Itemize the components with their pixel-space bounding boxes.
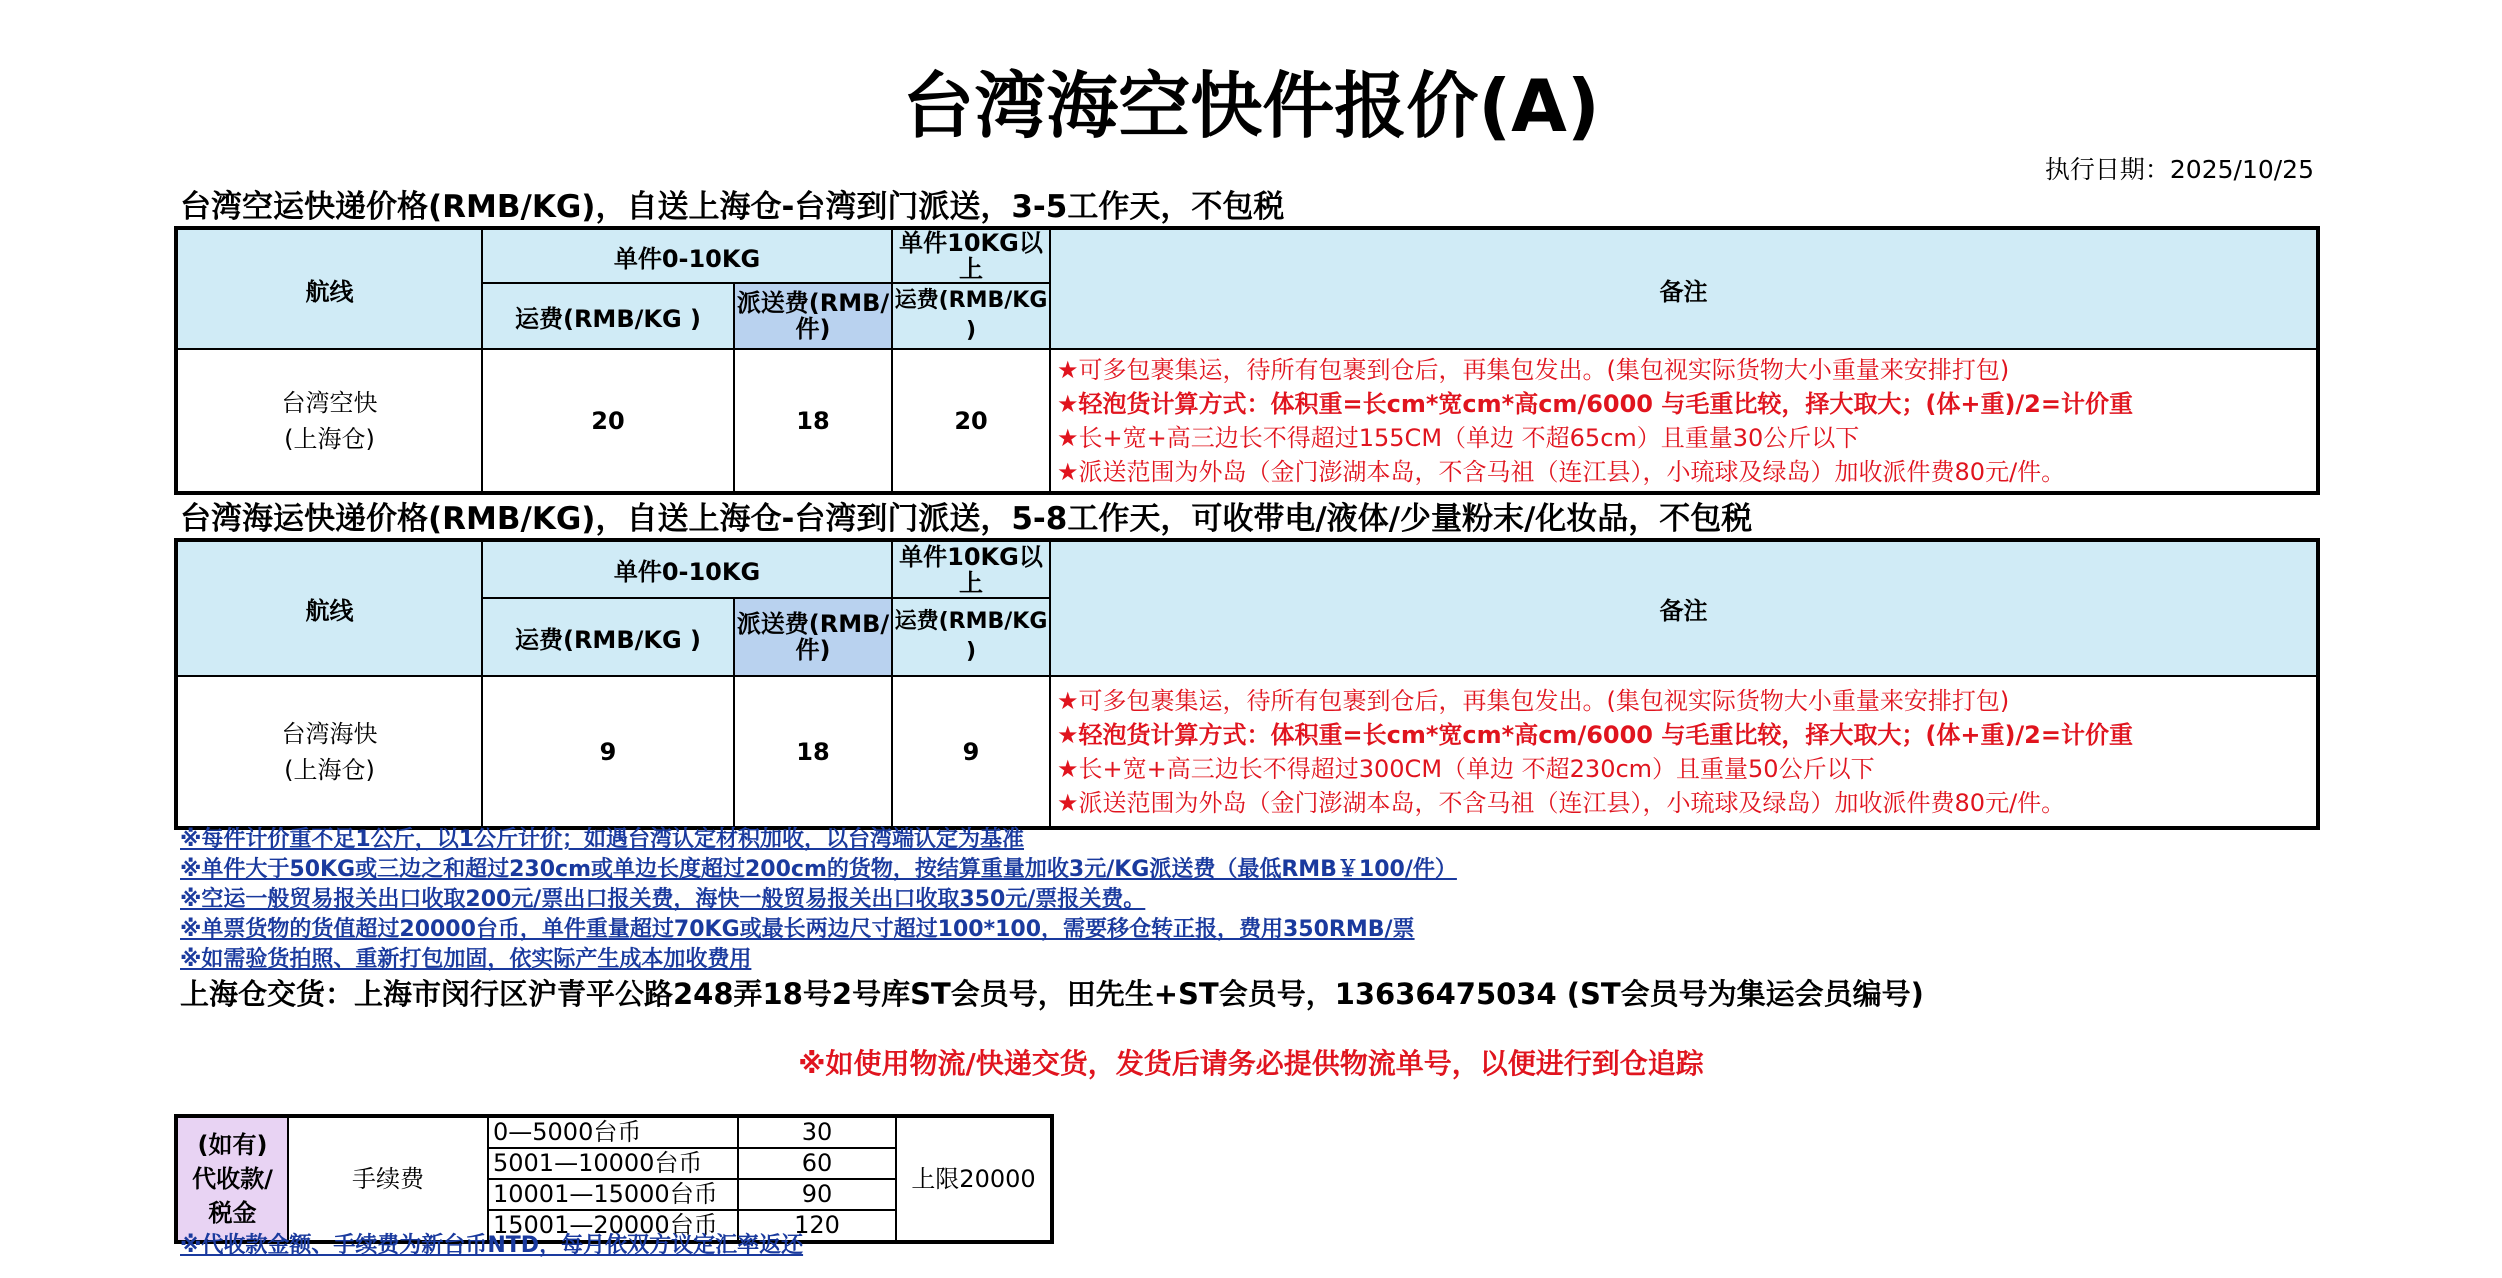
tier-fee: 120: [738, 1210, 896, 1242]
col-header-over-10kg: 单件10KG以上: [892, 540, 1050, 598]
tier-fee: 30: [738, 1116, 896, 1148]
note-volumetric-weight: ★轻泡货计算方式：体积重=长cm*宽cm*高cm/6000 与毛重比较，择大取大；(体+重)/2=计价重: [1057, 389, 2133, 418]
page-title: 台湾海空快件报价(A): [902, 64, 1600, 148]
collection-fee-table: [174, 1114, 1054, 1244]
fee-label-line-2: 代收款/: [192, 1165, 273, 1193]
tier-range: 10001—15000台币: [488, 1179, 738, 1210]
freight-value: 20: [482, 349, 734, 493]
notes-cell: [1050, 349, 2318, 493]
tier-fee: 90: [738, 1179, 896, 1210]
tier-fee: 60: [738, 1148, 896, 1179]
note-outer-island: ★派送范围为外岛（金门澎湖本岛，不含马祖（连江县），小琉球及绿岛）加收派件费80元/件。: [1057, 788, 2066, 817]
tier-range: 15001—20000台币: [488, 1210, 738, 1242]
freight-value: 9: [482, 676, 734, 828]
col-header-single-0-10kg: 单件0-10KG: [482, 540, 892, 598]
footnote-inspection: ※如需验货拍照、重新打包加固，依实际产生成本加收费用: [180, 947, 752, 972]
sea-price-table: [174, 538, 2320, 830]
col-header-freight: 运费(RMB/KG ): [482, 598, 734, 676]
tier-range: 0—5000台币: [488, 1116, 738, 1148]
fee-label-cell: [176, 1116, 288, 1242]
route-warehouse: (上海仓): [284, 424, 375, 453]
footnote-min-weight: ※每件计价重不足1公斤，以1公斤计价；如遇台湾认定材积加收，以台湾端认定为基准: [180, 827, 1025, 852]
col-header-single-0-10kg: 单件0-10KG: [482, 228, 892, 283]
note-outer-island: ★派送范围为外岛（金门澎湖本岛，不含马祖（连江县），小琉球及绿岛）加收派件费80元/件。: [1057, 457, 2066, 486]
col-header-freight: 运费(RMB/KG ): [482, 283, 734, 349]
col-header-notes: 备注: [1050, 540, 2318, 676]
note-size-limit: ★长+宽+高三边长不得超过300CM（单边 不超230cm）且重量50公斤以下: [1057, 754, 1875, 783]
note-size-limit: ★长+宽+高三边长不得超过155CM（单边 不超65cm）且重量30公斤以下: [1057, 423, 1860, 452]
notes-cell: [1050, 676, 2318, 828]
route-cell: [176, 349, 482, 493]
tier-range: 5001—10000台币: [488, 1148, 738, 1179]
tracking-notice: ※如使用物流/快递交货，发货后请务必提供物流单号，以便进行到仓追踪: [798, 1047, 1704, 1080]
route-name: 台湾海快: [281, 719, 378, 748]
fee-name: 手续费: [288, 1116, 488, 1242]
col-header-notes: 备注: [1050, 228, 2318, 349]
sea-section-heading: 台湾海运快递价格(RMB/KG)，自送上海仓-台湾到门派送，5-8工作天，可收带电/液体/少量粉末/化妆品，不包税: [180, 501, 1753, 537]
col-header-over-10kg: 单件10KG以上: [892, 228, 1050, 283]
over-10kg-freight-value: 9: [892, 676, 1050, 828]
footnote-high-value: ※单票货物的货值超过20000台币，单件重量超过70KG或最长两边尺寸超过100*100，需要移仓转正报，费用350RMB/票: [180, 917, 1415, 942]
fee-label-line-1: (如有): [197, 1131, 268, 1159]
over-10kg-freight-value: 20: [892, 349, 1050, 493]
warehouse-address: 上海仓交货：上海市闵行区沪青平公路248弄18号2号库ST会员号，田先生+ST会员号，13636475034 (ST会员号为集运会员编号): [180, 977, 1924, 1011]
route-cell: [176, 676, 482, 828]
footnote-export-declaration: ※空运一般贸易报关出口收取200元/票出口报关费，海快一般贸易报关出口收取350元/票报关费。: [180, 887, 1146, 912]
execution-date: 执行日期：2025/10/25: [2044, 155, 2314, 184]
note-consolidation: ★可多包裹集运，待所有包裹到仓后，再集包发出。(集包视实际货物大小重量来安排打包): [1057, 686, 2010, 715]
air-section-heading: 台湾空运快递价格(RMB/KG)，自送上海仓-台湾到门派送，3-5工作天，不包税: [180, 189, 1285, 225]
fee-label-line-3: 税金: [208, 1199, 257, 1227]
fee-footnote: ※代收款金额、手续费为新台币NTD，每月依双方议定汇率返还: [180, 1233, 804, 1258]
col-header-route: 航线: [176, 540, 482, 676]
air-price-table: [174, 226, 2320, 495]
fee-limit: 上限20000: [896, 1116, 1052, 1242]
delivery-fee-value: 18: [734, 349, 892, 493]
delivery-fee-value: 18: [734, 676, 892, 828]
route-name: 台湾空快: [281, 388, 378, 417]
col-header-route: 航线: [176, 228, 482, 349]
note-consolidation: ★可多包裹集运，待所有包裹到仓后，再集包发出。(集包视实际货物大小重量来安排打包): [1057, 355, 2010, 384]
col-header-delivery-fee: 派送费(RMB/件): [734, 598, 892, 676]
col-header-delivery-fee: 派送费(RMB/件): [734, 283, 892, 349]
col-header-over-10kg-freight: 运费(RMB/KG ): [892, 598, 1050, 676]
route-warehouse: (上海仓): [284, 755, 375, 784]
col-header-over-10kg-freight: 运费(RMB/KG ): [892, 283, 1050, 349]
note-volumetric-weight: ★轻泡货计算方式：体积重=长cm*宽cm*高cm/6000 与毛重比较，择大取大；(体+重)/2=计价重: [1057, 720, 2133, 749]
footnote-oversize-surcharge: ※单件大于50KG或三边之和超过230cm或单边长度超过200cm的货物，按结算重量加收3元/KG派送费（最低RMB￥100/件）: [180, 857, 1457, 882]
